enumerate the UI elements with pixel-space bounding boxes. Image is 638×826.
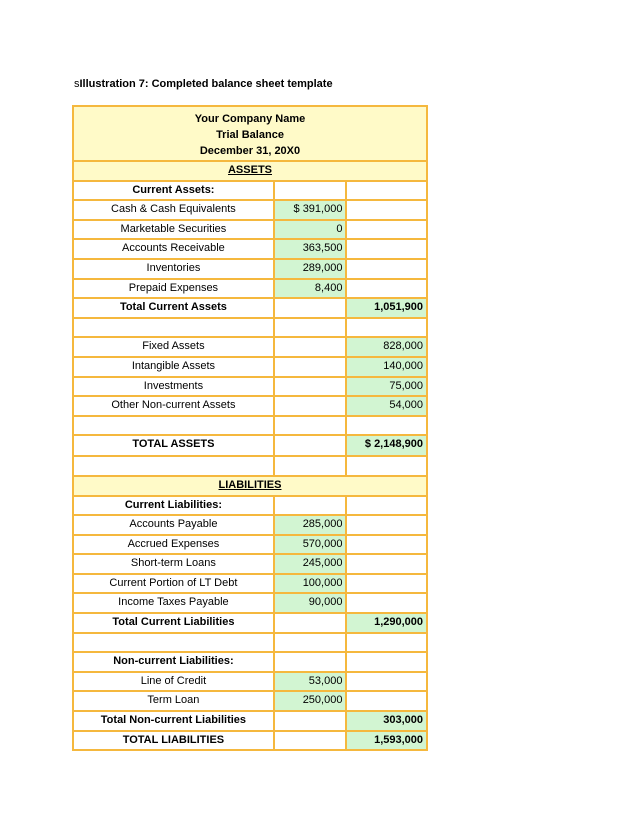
empty-cell bbox=[275, 319, 346, 337]
row-amount: 570,000 bbox=[275, 536, 346, 554]
row-label: Term Loan bbox=[74, 692, 273, 710]
company-name: Your Company Name bbox=[194, 113, 306, 125]
table-row bbox=[74, 497, 426, 515]
table-row bbox=[74, 280, 426, 298]
row-amount: 245,000 bbox=[275, 555, 346, 573]
empty-cell bbox=[347, 280, 426, 298]
row-amount: 75,000 bbox=[347, 378, 426, 396]
row-label: Prepaid Expenses bbox=[74, 280, 273, 298]
empty-cell bbox=[347, 634, 426, 652]
empty-cell bbox=[347, 673, 426, 691]
row-amount: 250,000 bbox=[275, 692, 346, 710]
row-amount: 54,000 bbox=[347, 397, 426, 415]
balance-sheet-table bbox=[72, 105, 428, 751]
caption-text: Illustration 7: Completed balance sheet template bbox=[79, 78, 333, 90]
row-label: Cash & Cash Equivalents bbox=[74, 201, 273, 219]
row-amount: $ 391,000 bbox=[275, 201, 346, 219]
blank-row bbox=[74, 417, 426, 435]
table-row bbox=[74, 260, 426, 278]
row-amount: 285,000 bbox=[275, 516, 346, 534]
empty-cell bbox=[347, 653, 426, 671]
row-label: Intangible Assets bbox=[74, 358, 273, 376]
row-label: Short-term Loans bbox=[74, 555, 273, 573]
empty-cell bbox=[347, 221, 426, 239]
empty-cell bbox=[347, 417, 426, 435]
table-row bbox=[74, 653, 426, 671]
empty-cell bbox=[275, 397, 346, 415]
total-row bbox=[74, 712, 426, 730]
empty-cell bbox=[74, 457, 273, 475]
row-label: Line of Credit bbox=[74, 673, 273, 691]
empty-cell bbox=[275, 653, 346, 671]
table-row bbox=[74, 201, 426, 219]
row-amount: 0 bbox=[275, 221, 346, 239]
row-label: Marketable Securities bbox=[74, 221, 273, 239]
table-row bbox=[74, 692, 426, 710]
current-assets-label: Current Assets: bbox=[74, 182, 273, 200]
empty-cell bbox=[275, 299, 346, 317]
row-label: Income Taxes Payable bbox=[74, 594, 273, 612]
table-row bbox=[74, 594, 426, 612]
empty-cell bbox=[347, 555, 426, 573]
empty-cell bbox=[275, 614, 346, 632]
illustration-caption bbox=[74, 78, 333, 90]
empty-cell bbox=[74, 319, 273, 337]
empty-cell bbox=[347, 594, 426, 612]
total-row bbox=[74, 614, 426, 632]
table-row bbox=[74, 182, 426, 200]
row-label: Accrued Expenses bbox=[74, 536, 273, 554]
empty-cell bbox=[347, 319, 426, 337]
assets-heading: ASSETS bbox=[74, 162, 426, 180]
row-label: Inventories bbox=[74, 260, 273, 278]
total-noncurrent-liabilities-label: Total Non-current Liabilities bbox=[74, 712, 273, 730]
empty-cell bbox=[347, 260, 426, 278]
empty-cell bbox=[275, 182, 346, 200]
table-row bbox=[74, 240, 426, 258]
report-date: December 31, 20X0 bbox=[199, 145, 301, 157]
empty-cell bbox=[275, 457, 346, 475]
row-amount: 53,000 bbox=[275, 673, 346, 691]
table-row bbox=[74, 555, 426, 573]
row-label: Investments bbox=[74, 378, 273, 396]
total-row bbox=[74, 436, 426, 455]
row-label: Other Non-current Assets bbox=[74, 397, 273, 415]
row-label: Current Portion of LT Debt bbox=[74, 575, 273, 593]
total-current-liabilities-amount: 1,290,000 bbox=[347, 614, 426, 632]
empty-cell bbox=[347, 457, 426, 475]
empty-cell bbox=[275, 358, 346, 376]
empty-cell bbox=[275, 634, 346, 652]
total-assets-label: TOTAL ASSETS bbox=[74, 436, 273, 455]
noncurrent-liabilities-label: Non-current Liabilities: bbox=[74, 653, 273, 671]
row-amount: 90,000 bbox=[275, 594, 346, 612]
row-label: Fixed Assets bbox=[74, 338, 273, 356]
section-heading-row bbox=[74, 477, 426, 495]
total-current-liabilities-label: Total Current Liabilities bbox=[74, 614, 273, 632]
section-heading-row bbox=[74, 162, 426, 180]
empty-cell bbox=[74, 634, 273, 652]
empty-cell bbox=[275, 497, 346, 515]
empty-cell bbox=[275, 732, 346, 750]
table-row bbox=[74, 338, 426, 356]
sheet-header bbox=[74, 107, 426, 160]
empty-cell bbox=[275, 712, 346, 730]
empty-cell bbox=[347, 575, 426, 593]
total-liabilities-amount: 1,593,000 bbox=[347, 732, 426, 750]
blank-row bbox=[74, 634, 426, 652]
row-amount: 363,500 bbox=[275, 240, 346, 258]
empty-cell bbox=[347, 497, 426, 515]
row-label: Accounts Receivable bbox=[74, 240, 273, 258]
empty-cell bbox=[347, 182, 426, 200]
empty-cell bbox=[275, 378, 346, 396]
total-row bbox=[74, 299, 426, 317]
empty-cell bbox=[347, 692, 426, 710]
row-amount: 289,000 bbox=[275, 260, 346, 278]
total-liabilities-label: TOTAL LIABILITIES bbox=[74, 732, 273, 750]
row-label: Accounts Payable bbox=[74, 516, 273, 534]
blank-row bbox=[74, 457, 426, 475]
total-row bbox=[74, 732, 426, 750]
table-row bbox=[74, 221, 426, 239]
blank-row bbox=[74, 319, 426, 337]
empty-cell bbox=[275, 338, 346, 356]
table-row bbox=[74, 397, 426, 415]
table-row bbox=[74, 575, 426, 593]
total-noncurrent-liabilities-amount: 303,000 bbox=[347, 712, 426, 730]
total-assets-amount: $ 2,148,900 bbox=[347, 436, 426, 455]
empty-cell bbox=[275, 417, 346, 435]
empty-cell bbox=[347, 240, 426, 258]
table-row bbox=[74, 358, 426, 376]
row-amount: 8,400 bbox=[275, 280, 346, 298]
row-amount: 100,000 bbox=[275, 575, 346, 593]
total-current-assets-amount: 1,051,900 bbox=[347, 299, 426, 317]
table-row bbox=[74, 516, 426, 534]
current-liabilities-label: Current Liabilities: bbox=[74, 497, 273, 515]
total-current-assets-label: Total Current Assets bbox=[74, 299, 273, 317]
table-row bbox=[74, 536, 426, 554]
empty-cell bbox=[347, 516, 426, 534]
empty-cell bbox=[275, 436, 346, 455]
liabilities-heading: LIABILITIES bbox=[74, 477, 426, 495]
table-row bbox=[74, 673, 426, 691]
table-row bbox=[74, 378, 426, 396]
empty-cell bbox=[74, 417, 273, 435]
report-title: Trial Balance bbox=[216, 129, 284, 141]
row-amount: 828,000 bbox=[347, 338, 426, 356]
empty-cell bbox=[347, 536, 426, 554]
caption-lead: s bbox=[74, 78, 80, 90]
empty-cell bbox=[347, 201, 426, 219]
row-amount: 140,000 bbox=[347, 358, 426, 376]
